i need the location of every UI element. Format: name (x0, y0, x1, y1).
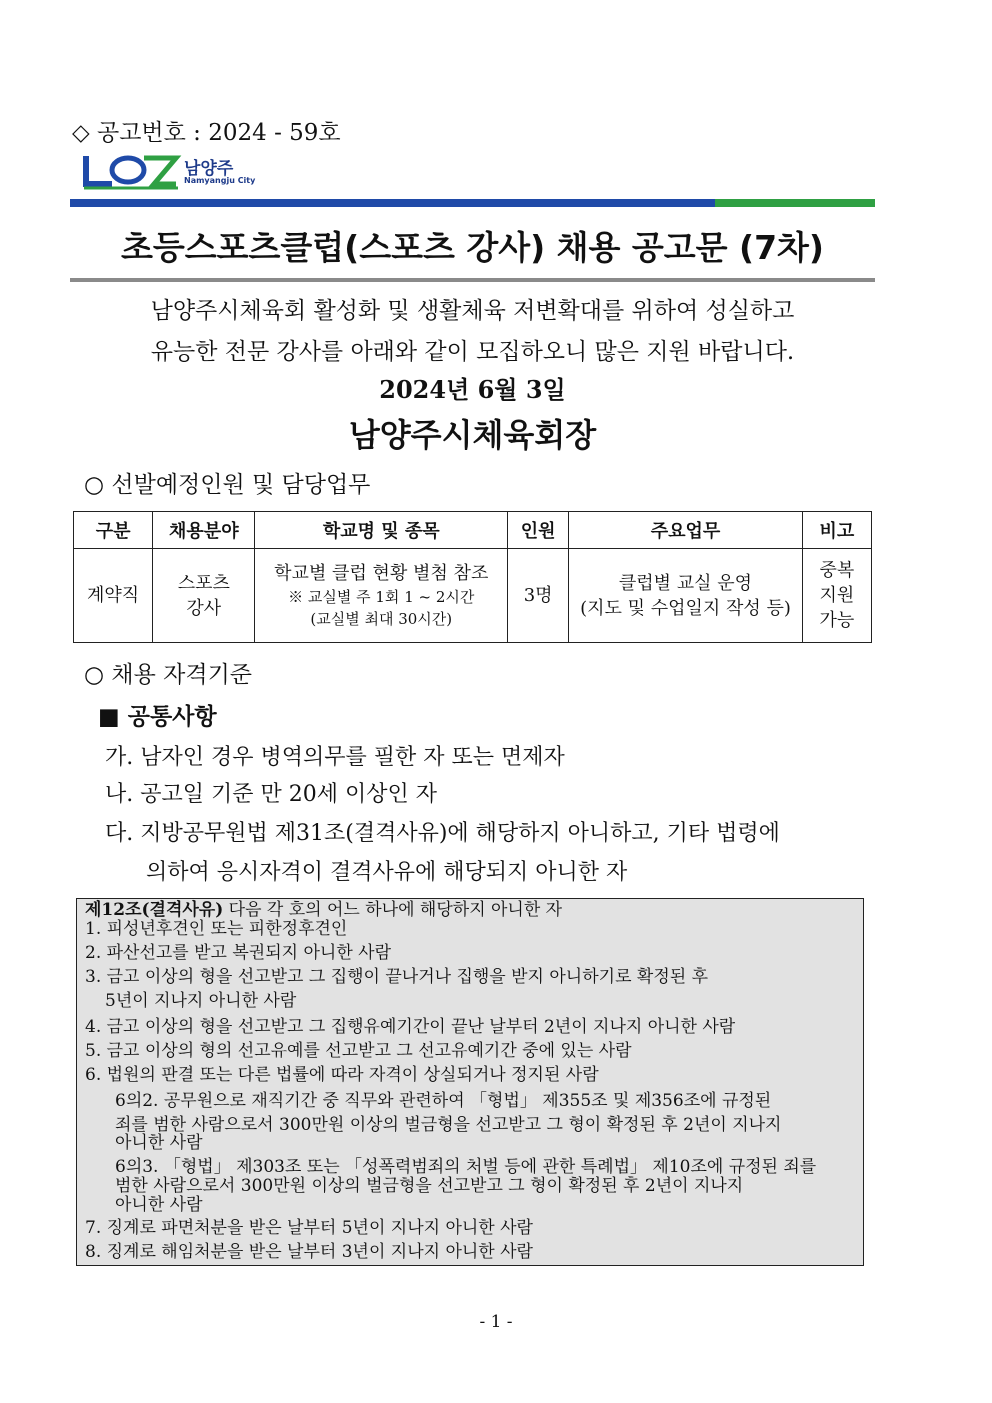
cell-field-line-1: 스포츠 (177, 572, 230, 594)
box-heading-rest: 다음 각 호의 어느 하나에 해당하지 아니한 자 (223, 900, 563, 920)
cell-note-line-1: 중복 (819, 560, 855, 581)
organization-name: 남양주시체육회장 (348, 416, 597, 454)
notice-number: ◇ 공고번호 : 2024 - 59호 (72, 120, 341, 146)
box-line: 아니한 사람 (115, 1195, 203, 1215)
section-selection: ○ 선발예정인원 및 담당업무 (84, 472, 371, 498)
namyangju-logo-icon (82, 150, 182, 192)
disqualification-box (76, 898, 864, 1266)
list-item: 다. 지방공무원법 제31조(결격사유)에 해당하지 아니하고, 기타 법령에 (105, 821, 780, 846)
city-logo (82, 150, 282, 192)
logo-korean-text: 남양주 (184, 159, 234, 179)
cell-duty-line-1: 클럽별 교실 운영 (618, 572, 753, 594)
box-heading (85, 901, 562, 920)
box-line: 5년이 지나지 아니한 사람 (105, 991, 297, 1011)
cell-school-line-2: ※ 교실별 주 1회 1 ~ 2시간 (288, 588, 475, 606)
subsection-common: ■ 공통사항 (98, 703, 217, 730)
box-line: 4. 금고 이상의 형을 선고받고 그 집행유예기간이 끝난 날부터 2년이 지나지 아니한 사람 (85, 1017, 736, 1037)
list-item: 가. 남자인 경우 병역의무를 필한 자 또는 면제자 (105, 745, 565, 770)
box-line: 8. 징계로 해임처분을 받은 날부터 3년이 지나지 아니한 사람 (85, 1242, 533, 1262)
col-school: 학교명 및 종목 (255, 512, 508, 549)
col-type: 구분 (74, 512, 153, 549)
cell-school-line-3: (교실별 최대 30시간) (310, 610, 453, 628)
title-divider (70, 278, 875, 282)
logo-english-text: Namyangju City (184, 176, 256, 185)
col-duty: 주요업무 (569, 512, 803, 549)
box-line: 5. 금고 이상의 형의 선고유예를 선고받고 그 선고유예기간 중에 있는 사람 (85, 1041, 632, 1061)
list-item: 나. 공고일 기준 만 20세 이상인 자 (105, 782, 437, 807)
table-row (74, 549, 872, 643)
cell-duty-line-2: (지도 및 수업일지 작성 등) (580, 597, 791, 619)
table-header-row (74, 512, 872, 549)
box-line: 아니한 사람 (115, 1133, 203, 1153)
box-line: 6. 법원의 판결 또는 다른 법률에 따라 자격이 상실되거나 정지된 사람 (85, 1065, 599, 1085)
cell-note (802, 549, 871, 643)
cell-duty (569, 549, 803, 643)
intro-line-2: 유능한 전문 강사를 아래와 같이 모집하오니 많은 지원 바랍니다. (150, 339, 795, 365)
box-line: 1. 피성년후견인 또는 피한정후견인 (85, 919, 348, 939)
cell-count: 3명 (508, 549, 569, 643)
page-number: - 1 - (479, 1312, 513, 1332)
page-title: 초등스포츠클럽(스포츠 강사) 채용 공고문 (7차) (120, 228, 825, 267)
header-bar-blue (70, 199, 715, 207)
cell-school-line-1: 학교별 클럽 현황 별첨 참조 (274, 563, 489, 584)
box-line: 6의3. 「형법」 제303조 또는 「성폭력범죄의 처벌 등에 관한 특례법」 제10조에 규정된 죄를 (115, 1157, 817, 1177)
cell-type: 계약직 (74, 549, 153, 643)
list-item: 의하여 응시자격이 결격사유에 해당되지 아니한 자 (146, 860, 628, 885)
box-line: 죄를 범한 사람으로서 300만원 이상의 벌금형을 선고받고 그 형이 확정된 후 2년이 지나지 (115, 1115, 782, 1135)
cell-school (255, 549, 508, 643)
box-line: 2. 파산선고를 받고 복권되지 아니한 사람 (85, 943, 391, 963)
col-count: 인원 (508, 512, 569, 549)
cell-note-line-2: 지원 (819, 585, 855, 606)
recruitment-table (73, 511, 872, 643)
box-line: 7. 징계로 파면처분을 받은 날부터 5년이 지나지 아니한 사람 (85, 1218, 533, 1238)
cell-field (153, 549, 255, 643)
col-note: 비고 (802, 512, 871, 549)
box-line: 범한 사람으로서 300만원 이상의 벌금형을 선고받고 그 형이 확정된 후 2년이 지나지 (115, 1176, 744, 1196)
cell-field-line-2: 강사 (186, 597, 222, 619)
header-bar-green (715, 199, 875, 207)
notice-date: 2024년 6월 3일 (379, 375, 566, 404)
box-heading-bold: 제12조(결격사유) (85, 900, 224, 920)
section-qualification: ○ 채용 자격기준 (84, 662, 252, 688)
cell-note-line-3: 가능 (819, 610, 855, 631)
box-line: 6의2. 공무원으로 재직기간 중 직무와 관련하여 「형법」 제355조 및 제356조에 규정된 (115, 1091, 772, 1111)
col-field: 채용분야 (153, 512, 255, 549)
box-line: 3. 금고 이상의 형을 선고받고 그 집행이 끝나거나 집행을 받지 아니하기로 확정된 후 (85, 967, 708, 987)
intro-line-1: 남양주시체육회 활성화 및 생활체육 저변확대를 위하여 성실하고 (150, 298, 795, 324)
